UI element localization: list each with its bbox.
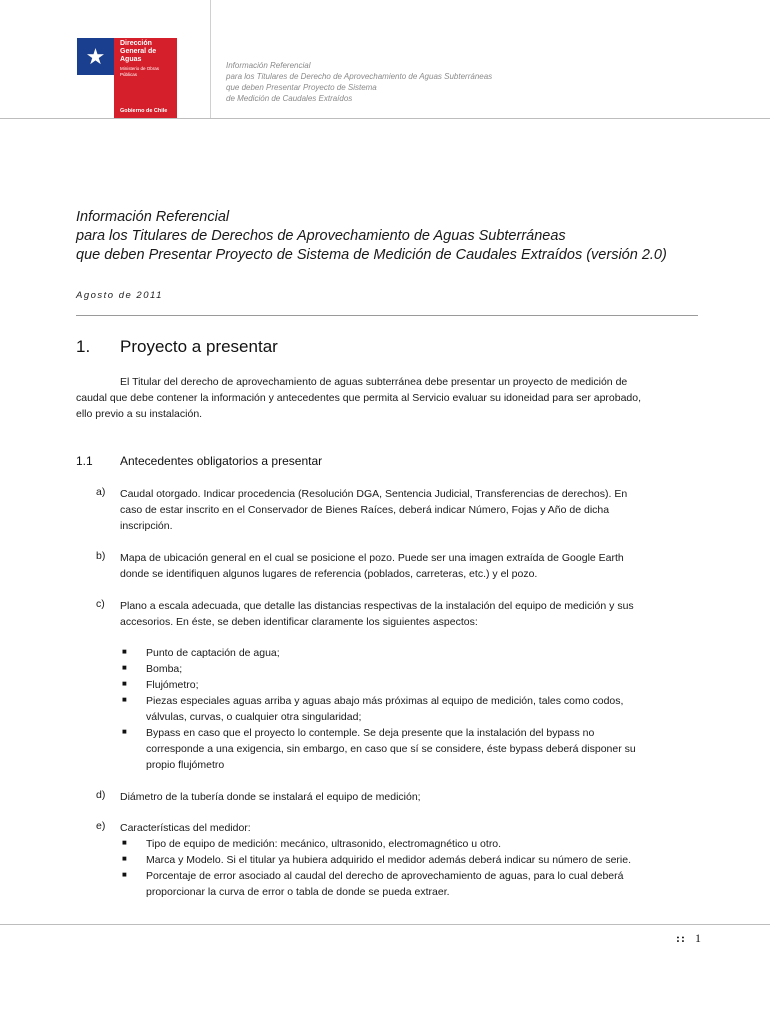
subsection-number: 1.1 <box>76 454 93 468</box>
bullet-line: proporcionar la curva de error o tabla de donde se pueda extraer. <box>146 886 450 898</box>
bullet-item <box>146 725 696 773</box>
item-label: d) <box>96 789 106 801</box>
page-number <box>676 931 701 946</box>
bullet-line: corresponde a una exigencia, sin embargo, en caso que sí se considere, éste bypass deberá disponer su <box>146 743 636 755</box>
logo-white-block <box>77 75 114 118</box>
bullet-item <box>146 661 182 677</box>
page-number-value: 1 <box>695 931 701 945</box>
item-line: Mapa de ubicación general en el cual se posicione el pozo. Puede ser una imagen extraída de Google Earth <box>120 552 624 564</box>
bullet-item <box>146 693 696 725</box>
running-header-line: de Medición de Caudales Extraídos <box>226 94 353 103</box>
item-line: Diámetro de la tubería donde se instalará el equipo de medición; <box>120 791 421 803</box>
bullet-icon: ■ <box>122 854 127 863</box>
item-line: inscripción. <box>120 520 173 532</box>
item-b-text <box>120 550 696 582</box>
running-header-line: que deben Presentar Proyecto de Sistema <box>226 83 377 92</box>
section-title: Proyecto a presentar <box>120 337 278 356</box>
item-d-text <box>120 789 696 805</box>
item-line: Características del medidor: <box>120 822 251 834</box>
logo-org-line: Aguas <box>120 56 142 63</box>
item-line: Caudal otorgado. Indicar procedencia (Resolución DGA, Sentencia Judicial, Transferencias de derechos). En <box>120 488 628 500</box>
logo-ministry <box>120 66 176 77</box>
running-header-line: Información Referencial <box>226 61 311 70</box>
item-line: donde se identifiquen algunos lugares de referencia (poblados, carreteras, etc.) y el pozo. <box>120 568 538 580</box>
bullet-line: Piezas especiales aguas arriba y aguas abajo más próximas al equipo de medición, tales como codos, <box>146 695 624 707</box>
coat-of-arms-icon: ★ <box>85 44 106 69</box>
bullet-line: Flujómetro; <box>146 679 199 691</box>
logo-government: Gobierno de Chile <box>120 108 168 114</box>
bullet-icon: ■ <box>122 695 127 704</box>
item-line: accesorios. En éste, se deben identificar claramente los siguientes aspectos: <box>120 616 478 628</box>
bullet-item <box>146 868 696 900</box>
item-line: caso de estar inscrito en el Conservador de Bienes Raíces, deberá indicar Número, Fojas y Año de dicha <box>120 504 610 516</box>
title-line: Información Referencial <box>76 209 230 225</box>
item-label: a) <box>96 486 106 498</box>
bullet-icon: ■ <box>122 870 127 879</box>
bullet-item <box>146 836 501 852</box>
title-line: para los Titulares de Derechos de Aprovechamiento de Aguas Subterráneas <box>76 228 566 244</box>
logo-ministry-line: Públicas <box>120 71 138 77</box>
bullet-line: válvulas, curvas, o cualquier otra singularidad; <box>146 711 362 723</box>
logo-org-line: General de <box>120 48 157 55</box>
title-line: que deben Presentar Proyecto de Sistema de Medición de Caudales Extraídos (versión 2.0) <box>76 247 667 263</box>
running-header <box>226 60 546 104</box>
item-a-text <box>120 486 696 534</box>
bullet-line: propio flujómetro <box>146 759 225 771</box>
bullet-line: Marca y Modelo. Si el titular ya hubiera adquirido el medidor además deberá indicar su número de serie. <box>146 854 632 866</box>
title-rule <box>76 315 698 316</box>
paragraph-line: caudal que debe contener la información y antecedentes que permita al Servicio evaluar su idoneidad para ser aprobado, <box>76 392 642 404</box>
section-number: 1. <box>76 337 91 356</box>
document-title <box>76 208 716 265</box>
logo-org-name <box>120 40 176 64</box>
bullet-item <box>146 852 631 868</box>
paragraph-line: El Titular del derecho de aprovechamiento de aguas subterránea debe presentar un proyecto de medición de <box>120 376 628 388</box>
item-label: e) <box>96 820 106 832</box>
bullet-item <box>146 645 280 661</box>
bullet-line: Punto de captación de agua; <box>146 647 280 659</box>
item-line: Plano a escala adecuada, que detalle las distancias respectivas de la instalación del equipo de medición y sus <box>120 600 634 612</box>
bullet-icon: ■ <box>122 647 127 656</box>
paragraph-line: ello previo a su instalación. <box>76 408 203 420</box>
bullet-line: Bomba; <box>146 663 183 675</box>
page-marker: :: <box>676 931 686 945</box>
item-c-text <box>120 598 696 630</box>
running-header-line: para los Titulares de Derecho de Aprovechamiento de Aguas Subterráneas <box>226 72 493 81</box>
header-divider-vertical <box>210 0 211 118</box>
dga-logo <box>77 38 177 118</box>
logo-ministry-line: Ministerio de Obras <box>120 66 160 71</box>
item-label: c) <box>96 598 105 610</box>
bullet-line: Tipo de equipo de medición: mecánico, ultrasonido, electromagnético u otro. <box>146 838 502 850</box>
logo-org-line: Dirección <box>120 40 152 47</box>
item-e-text <box>120 820 696 836</box>
bullet-line: Porcentaje de error asociado al caudal del derecho de aprovechamiento de aguas, para lo cual deberá <box>146 870 624 882</box>
section-intro <box>76 374 696 422</box>
bullet-icon: ■ <box>122 679 127 688</box>
bullet-icon: ■ <box>122 727 127 736</box>
subsection-title: Antecedentes obligatorios a presentar <box>120 454 323 468</box>
header-rule <box>0 118 770 119</box>
bullet-line: Bypass en caso que el proyecto lo contemple. Se deja presente que la instalación del bypass no <box>146 727 595 739</box>
bullet-icon: ■ <box>122 663 127 672</box>
bullet-item <box>146 677 199 693</box>
footer-rule <box>0 924 770 925</box>
item-label: b) <box>96 550 106 562</box>
document-date: Agosto de 2011 <box>76 290 163 301</box>
bullet-icon: ■ <box>122 838 127 847</box>
